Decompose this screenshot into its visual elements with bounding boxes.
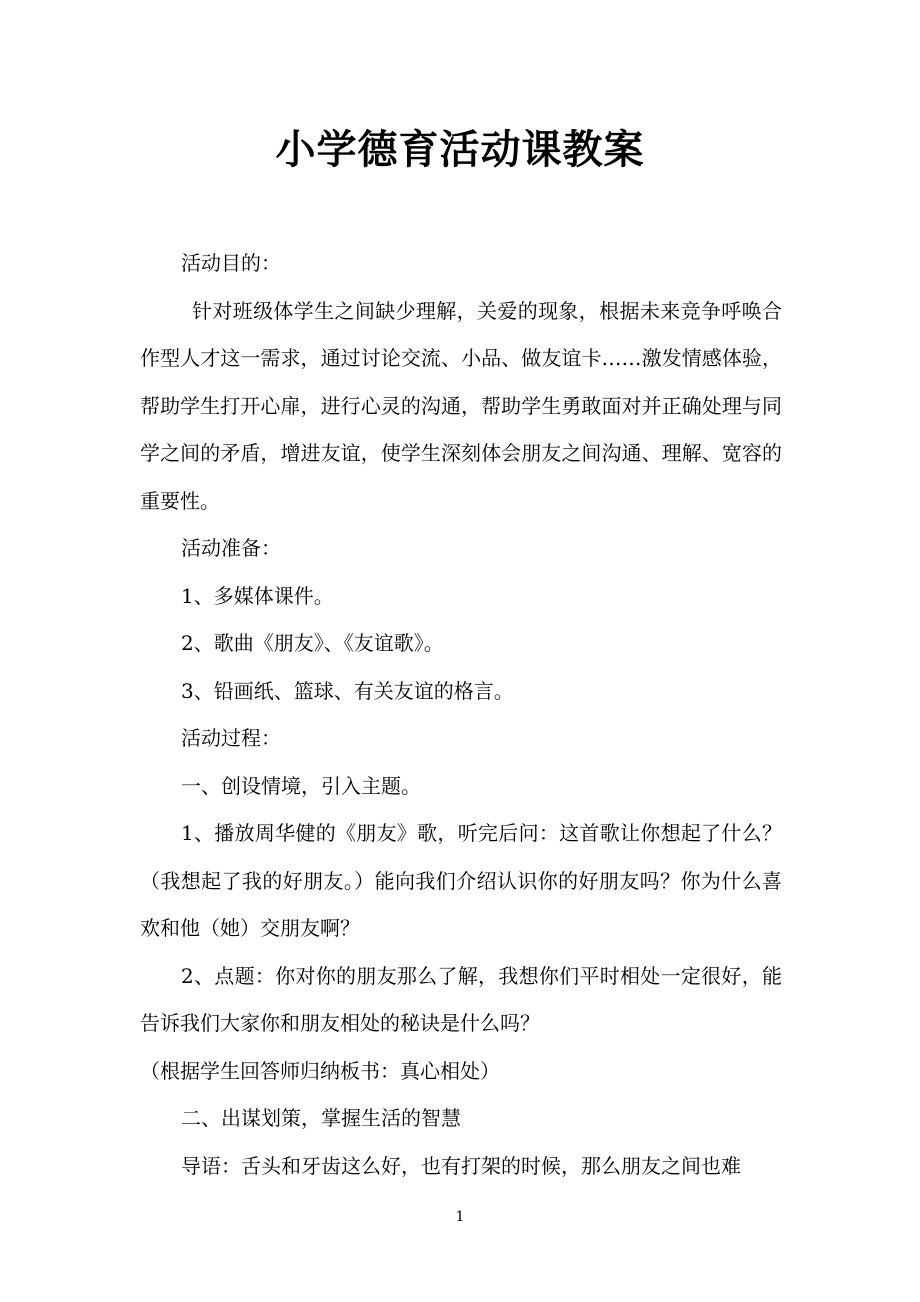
section-heading-one: 一、创设情境，引入主题。	[181, 773, 421, 798]
paragraph-teacher-note: （根据学生回答师归纳板书：真心相处）	[140, 1058, 500, 1083]
section-heading-two: 二、出谋划策，掌握生活的智慧	[181, 1106, 461, 1130]
document-body	[140, 240, 782, 1190]
list-item-preparation-1: 1、多媒体课件。	[181, 583, 334, 608]
paragraph-purpose-description: 针对班级体学生之间缺少理解，关爱的现象，根据未来竞争呼唤合作型人才这一需求，通过讨论交流、小品、做友谊卡……激发情感体验，帮助学生打开心扉，进行心灵的沟通，帮助学生勇敢面对并正确处理与同学之间的矛盾，增进友谊，使学生深刻体会朋友之间沟通、理解、宽容的重要性。	[140, 298, 782, 513]
paragraph-step-1: 1、播放周华健的《朋友》歌，听完后问：这首歌让你想起了什么？（我想起了我的好朋友。）能向我们介绍认识你的好朋友吗？你为什么喜欢和他（她）交朋友啊？	[140, 821, 782, 940]
list-item-preparation-3: 3、铅画纸、篮球、有关友谊的格言。	[181, 678, 514, 703]
paragraph-intro-guide: 导语：舌头和牙齿这么好，也有打架的时候，那么朋友之间也难	[181, 1153, 741, 1178]
list-item-preparation-2: 2、歌曲《朋友》、《友谊歌》。	[181, 631, 444, 655]
heading-activity-purpose: 活动目的：	[181, 251, 281, 275]
heading-activity-process: 活动过程：	[181, 726, 281, 750]
paragraph-step-2: 2、点题：你对你的朋友那么了解，我想你们平时相处一定很好，能告诉我们大家你和朋友相处的秘诀是什么吗？	[140, 963, 782, 1035]
page-number: 1	[455, 1209, 465, 1225]
document-title: 小学德育活动课教案	[275, 126, 645, 173]
heading-activity-preparation: 活动准备：	[181, 536, 281, 560]
